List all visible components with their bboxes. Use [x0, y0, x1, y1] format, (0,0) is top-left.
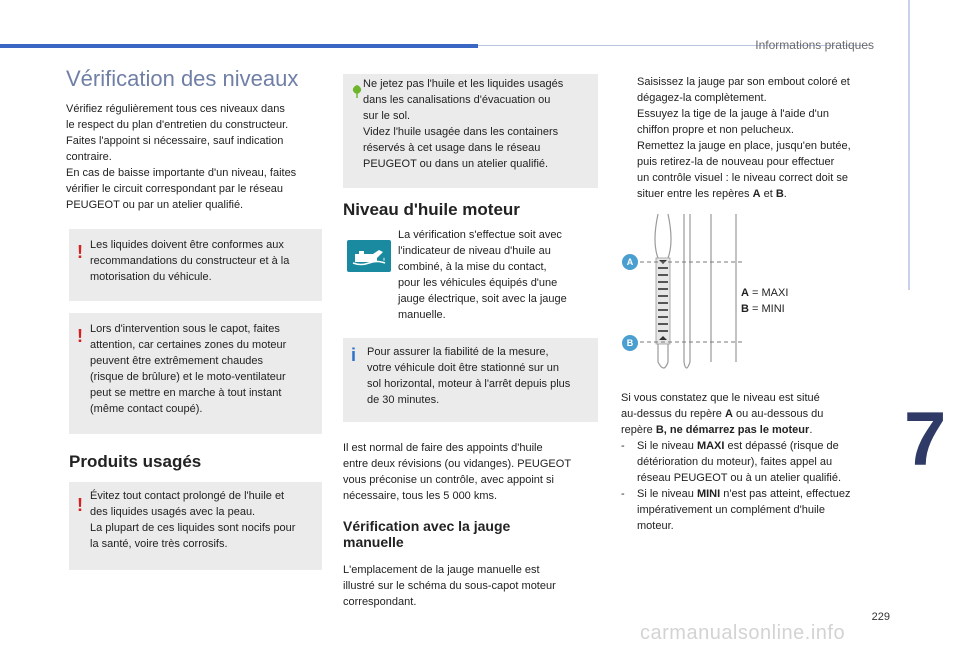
marker-ref: B: [775, 188, 784, 200]
info-icon: i: [351, 345, 357, 365]
legend-key: A: [741, 287, 749, 299]
list-item-text: [637, 486, 851, 534]
legend-mini: [741, 301, 785, 317]
info-note-box: [343, 338, 598, 422]
dash-bullet: -: [621, 488, 625, 500]
warning-icon: !: [77, 495, 83, 515]
chapter-tab-bar: [908, 0, 910, 290]
list-item: [621, 438, 891, 488]
list-item-text: [637, 438, 841, 486]
chapter-number: 7: [904, 397, 947, 482]
watermark: carmanualsonline.info: [640, 622, 846, 644]
page-title: Vérification des niveaux: [66, 66, 299, 91]
section-title: Informations pratiques: [755, 38, 874, 52]
step-item: [621, 138, 891, 204]
legend-value: = MINI: [748, 303, 785, 315]
warning-text: Les liquides doivent être conformes aux recommandations du constructeur et à la motorisation du véhicule.: [90, 239, 290, 283]
subheading-manual-dipstick: [343, 518, 510, 550]
dash-bullet: -: [621, 440, 625, 452]
legend-key: B: [741, 303, 749, 315]
step-text-part: .: [783, 188, 787, 200]
marker-a-badge: A: [622, 254, 638, 270]
warning-box-used-products: [69, 482, 322, 570]
step-item: [621, 106, 891, 140]
marker-ref: A: [724, 408, 733, 420]
normal-topup-paragraph: Il est normal de faire des appoints d'huile entre deux révisions (ou vidanges). PEUGEOT vous préconise un contrôle, avec appoint si nécessaire, tous les 5 000 kms.: [343, 442, 572, 502]
warning-box-liquids: [69, 229, 322, 301]
marker-ref: A: [752, 188, 761, 200]
step-text-part: Remettez la jauge en place, jusqu'en butée, puis retirez-la de nouveau pour effectuer un contrôle visuel : le niveau correct doit se situer entre les repères: [637, 140, 851, 200]
list-item: [621, 486, 891, 536]
step-text: Saisissez la jauge par son embout coloré et dégagez-la complètement.: [637, 76, 850, 104]
warning-icon: !: [77, 242, 83, 262]
level-check-paragraph: [621, 390, 891, 438]
bold-warning: B, ne démarrez pas le moteur: [655, 424, 810, 436]
page-number: 229: [871, 611, 890, 623]
step-text-part: et: [760, 188, 776, 200]
subheading-line: Vérification avec la jauge: [343, 518, 511, 534]
header-accent-bar: [0, 44, 478, 48]
legend-maxi: [741, 285, 788, 301]
warning-icon: !: [77, 326, 83, 346]
dipstick-diagram: [618, 212, 748, 376]
intro-paragraph: Vérifiez régulièrement tous ces niveaux dans le respect du plan d'entretien du constructeur. Faites l'appoint si nécessaire, sauf indication contraire. En cas de baisse importante d'un niveau, faites vérifier le circuit correspondant par le réseau PEUGEOT ou par un atelier qualifié.: [66, 103, 297, 211]
eco-note-text: Ne jetez pas l'huile et les liquides usagés dans les canalisations d'évacuation ou sur le sol. Videz l'huile usagée dans les containers réservés à cet usage dans le réseau PEUGEOT ou dans un atelier qualifié.: [363, 78, 564, 170]
leaf-icon: [351, 84, 363, 98]
subheading-line: manuelle: [343, 534, 404, 550]
text-part: est dépassé (risque de détérioration du moteur), faites appel au réseau PEUGEOT ou à un atelier qualifié.: [637, 440, 842, 484]
oil-can-icon: [347, 240, 391, 272]
step-text: Essuyez la tige de la jauge à l'aide d'un chiffon propre et non pelucheux.: [637, 108, 829, 136]
section-heading-used-products: Produits usagés: [69, 452, 202, 471]
text-part: n'est pas atteint, effectuez impérativement un complément d'huile moteur.: [637, 488, 851, 532]
marker-b-badge: B: [622, 335, 638, 351]
text-part: Si vous constatez que le niveau est situé au-dessus du repère: [621, 392, 820, 420]
warning-text: Évitez tout contact prolongé de l'huile et des liquides usagés avec la peau. La plupart de ces liquides sont nocifs pour la santé, voire très corrosifs.: [90, 490, 296, 550]
level-keyword: MINI: [696, 488, 721, 500]
text-part: ou au-dessous du repère: [621, 408, 824, 436]
level-keyword: MAXI: [696, 440, 725, 452]
warning-box-engine: [69, 313, 322, 434]
info-note-text: Pour assurer la fiabilité de la mesure, votre véhicule doit être stationné sur un sol horizontal, moteur à l'arrêt depuis plus de 30 minutes.: [367, 346, 571, 406]
section-heading-oil-level: Niveau d'huile moteur: [343, 200, 520, 219]
text-part: .: [809, 424, 813, 436]
eco-note-box: [343, 74, 598, 188]
step-text: [637, 138, 851, 202]
text-part: Si le niveau: [637, 488, 697, 500]
text-part: Si le niveau: [637, 440, 697, 452]
dipstick-location-paragraph: L'emplacement de la jauge manuelle est illustré sur le schéma du sous-capot moteur correspondant.: [343, 564, 556, 608]
legend-value: = MAXI: [748, 287, 789, 299]
warning-text: Lors d'intervention sous le capot, faites attention, car certaines zones du moteur peuvent être extrêmement chaudes (risque de brûlure) et le moto-ventilateur peut se mettre en marche à tout instant (même contact coupé).: [90, 323, 287, 415]
step-item: [621, 74, 891, 108]
oil-check-text: La vérification s'effectue soit avec l'indicateur de niveau d'huile au combiné, à la mise du contact, pour les véhicules équipés d'une jauge électrique, soit avec la jauge manuelle.: [398, 229, 567, 321]
